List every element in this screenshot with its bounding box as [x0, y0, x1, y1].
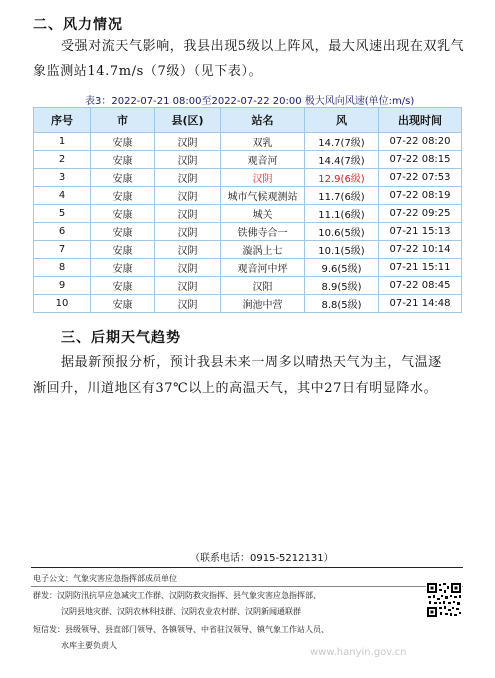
footer-line-5: 水库主要负责人 — [61, 641, 117, 650]
cell-wind: 14.4(7级) — [305, 151, 379, 169]
cell-number: 1 — [34, 133, 91, 151]
cell-wind: 14.7(7级) — [305, 133, 379, 151]
footer-line-4: 短信发：县级领导、县直部门领导、各镇领导、中省驻汉领导、镇气象工作站人员、 — [33, 625, 329, 634]
cell-wind: 11.7(6级) — [305, 187, 379, 205]
table-row — [34, 241, 462, 259]
header-county: 县(区) — [155, 108, 221, 133]
cell-time: 07-21 15:13 — [379, 223, 462, 241]
cell-county: 汉阴 — [155, 295, 221, 313]
cell-city: 安康 — [91, 169, 155, 187]
cell-wind: 8.8(5级) — [305, 295, 379, 313]
table-row — [34, 277, 462, 295]
table-row-highlighted — [34, 169, 462, 187]
cell-wind: 9.6(5级) — [305, 259, 379, 277]
table-row — [34, 259, 462, 277]
cell-number: 4 — [34, 187, 91, 205]
cell-county: 汉阴 — [155, 169, 221, 187]
wind-speed-table — [33, 107, 462, 313]
cell-time: 07-22 07:53 — [379, 169, 462, 187]
cell-wind: 8.9(5级) — [305, 277, 379, 295]
cell-city: 安康 — [91, 151, 155, 169]
cell-wind: 10.1(5级) — [305, 241, 379, 259]
header-station: 站名 — [221, 108, 305, 133]
table-row — [34, 133, 462, 151]
cell-station: 观音河 — [221, 151, 305, 169]
contact-phone: （联系电话：0915-5212131） — [190, 553, 334, 564]
cell-station: 汉阴 — [221, 169, 305, 187]
table-row — [34, 295, 462, 313]
footer-line-2: 群发：汉阴防汛抗旱应急减灾工作群、汉阴防救灾指挥、县气象灾害应急指挥部、 — [33, 591, 321, 600]
cell-city: 安康 — [91, 241, 155, 259]
cell-number: 10 — [34, 295, 91, 313]
cell-number: 5 — [34, 205, 91, 223]
cell-county: 汉阴 — [155, 241, 221, 259]
cell-time: 07-21 14:48 — [379, 295, 462, 313]
cell-time: 07-22 08:45 — [379, 277, 462, 295]
footer-top-rule — [31, 567, 463, 568]
table-row — [34, 151, 462, 169]
table-header-row — [34, 108, 462, 133]
cell-number: 6 — [34, 223, 91, 241]
cell-number: 3 — [34, 169, 91, 187]
cell-wind: 10.6(5级) — [305, 223, 379, 241]
section2-para-line1: 受强对流天气影响，我县出现5级以上阵风，最大风速出现在双乳气 — [61, 39, 465, 54]
table-row — [34, 187, 462, 205]
cell-county: 汉阴 — [155, 223, 221, 241]
table-caption: 表3：2022-07-21 08:00至2022-07-22 20:00 极大风向风速(单位:m/s) — [85, 96, 415, 107]
table-row — [34, 223, 462, 241]
cell-city: 安康 — [91, 187, 155, 205]
section3-para-line1: 据最新预报分析，预计我县未来一周多以晴热天气为主，气温逐 — [61, 355, 442, 370]
cell-county: 汉阴 — [155, 187, 221, 205]
cell-station: 涧池中营 — [221, 295, 305, 313]
section2-heading: 二、风力情况 — [33, 17, 123, 33]
section3-para-line2: 渐回升，川道地区有37℃以上的高温天气，其中27日有明显降水。 — [33, 381, 438, 396]
cell-city: 安康 — [91, 205, 155, 223]
cell-station: 城市气候观测站 — [221, 187, 305, 205]
footer-line-3: 汉阴县地灾群、汉阴农林科技群、汉阴农业农村群、汉阴新闻通联群 — [61, 607, 301, 616]
cell-county: 汉阴 — [155, 151, 221, 169]
cell-number: 2 — [34, 151, 91, 169]
cell-wind: 12.9(6级) — [305, 169, 379, 187]
footer-line-1: 电子公文：气象灾害应急指挥部成员单位 — [33, 574, 177, 583]
cell-number: 9 — [34, 277, 91, 295]
cell-county: 汉阴 — [155, 277, 221, 295]
watermark: www.hanyin.gov.cn — [310, 647, 407, 658]
cell-time: 07-22 08:15 — [379, 151, 462, 169]
cell-station: 漩涡上七 — [221, 241, 305, 259]
cell-county: 汉阴 — [155, 259, 221, 277]
cell-city: 安康 — [91, 259, 155, 277]
cell-number: 7 — [34, 241, 91, 259]
cell-city: 安康 — [91, 295, 155, 313]
cell-wind: 11.1(6级) — [305, 205, 379, 223]
cell-city: 安康 — [91, 223, 155, 241]
cell-station: 观音河中坪 — [221, 259, 305, 277]
cell-time: 07-22 10:14 — [379, 241, 462, 259]
header-number: 序号 — [34, 108, 91, 133]
cell-station: 城关 — [221, 205, 305, 223]
cell-county: 汉阴 — [155, 205, 221, 223]
cell-station: 双乳 — [221, 133, 305, 151]
cell-station: 汉阳 — [221, 277, 305, 295]
table-row — [34, 205, 462, 223]
cell-time: 07-21 15:11 — [379, 259, 462, 277]
cell-number: 8 — [34, 259, 91, 277]
section3-heading: 三、后期天气趋势 — [61, 330, 181, 346]
cell-county: 汉阴 — [155, 133, 221, 151]
cell-city: 安康 — [91, 133, 155, 151]
section2-para-line2: 象监测站14.7m/s（7级）（见下表）。 — [33, 64, 263, 79]
header-city: 市 — [91, 108, 155, 133]
qr-code-icon — [426, 582, 462, 618]
cell-time: 07-22 08:19 — [379, 187, 462, 205]
header-time: 出现时间 — [379, 108, 462, 133]
header-wind: 风 — [305, 108, 379, 133]
cell-time: 07-22 09:25 — [379, 205, 462, 223]
cell-station: 铁佛寺合一 — [221, 223, 305, 241]
cell-time: 07-22 08:20 — [379, 133, 462, 151]
footer-divider — [31, 586, 463, 587]
cell-city: 安康 — [91, 277, 155, 295]
